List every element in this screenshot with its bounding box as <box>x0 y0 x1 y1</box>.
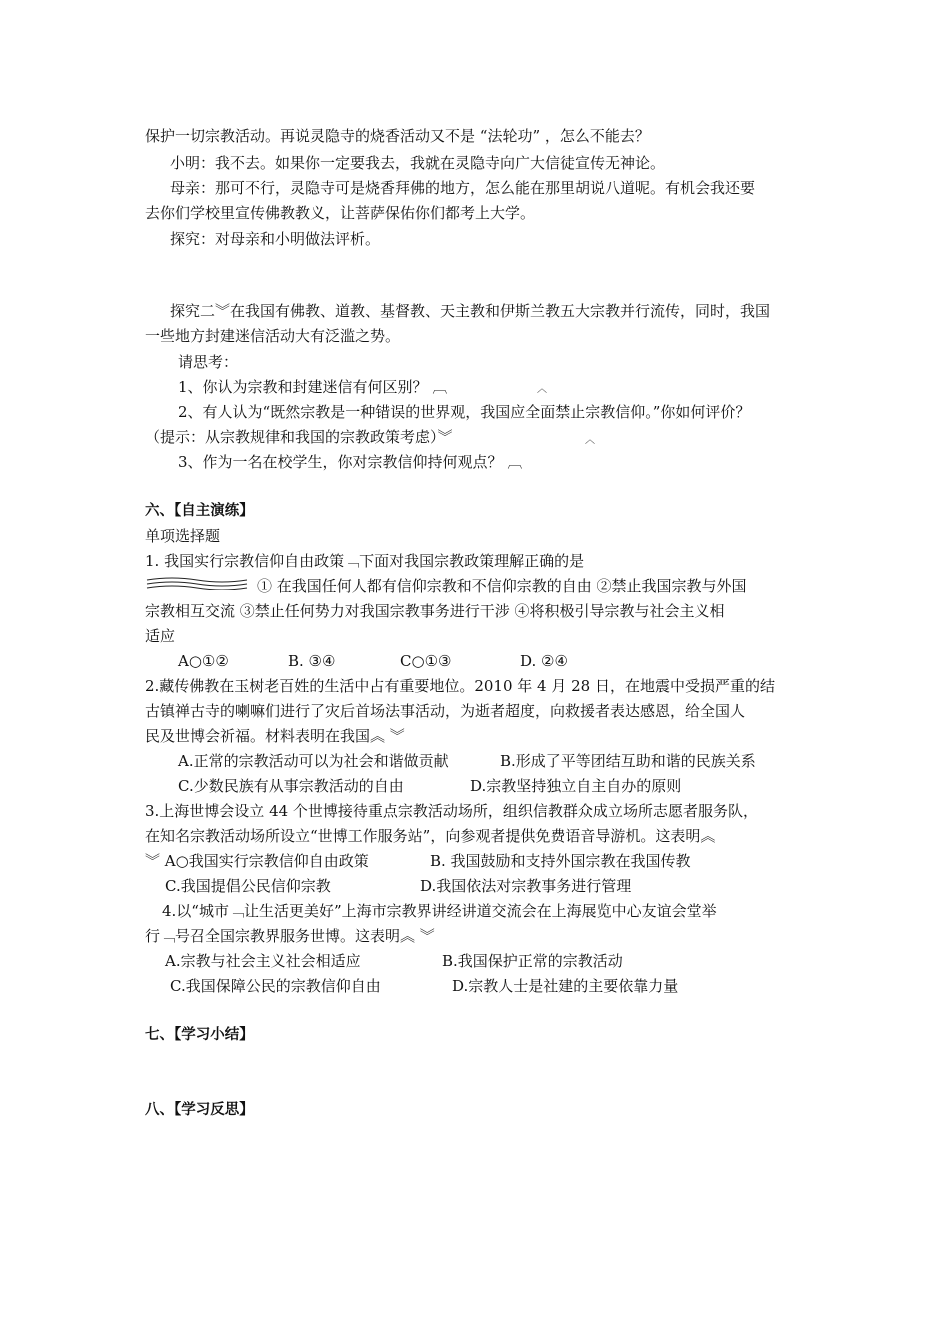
text-line: 古镇禅古寺的喇嘛们进行了灾后首场法事活动，为逝者超度，向救援者表达感恩，给全国人 <box>145 702 746 720</box>
option-c: C○①③ <box>400 652 452 670</box>
section-heading: 六、【自主演练】 <box>145 503 254 519</box>
wavy-underline-mark <box>145 576 249 590</box>
option-b: B. 我国鼓励和支持外国宗教在我国传教 <box>430 852 691 870</box>
option-b: B. ③④ <box>288 652 336 670</box>
text-line: 一些地方封建迷信活动大有泛滥之势。 <box>145 327 401 345</box>
text-line: 小明：我不去。如果你一定要我去，我就在灵隐寺向广大信徒宣传无神论。 <box>170 154 666 172</box>
option-d: D.我国依法对宗教事务进行管理 <box>420 877 632 895</box>
text-line: 去你们学校里宣传佛教教义，让菩萨保佑你们都考上大学。 <box>145 204 536 222</box>
option-b: B.形成了平等团结互助和谐的民族关系 <box>500 752 756 770</box>
option-c: C.少数民族有从事宗教活动的自由 <box>178 777 404 795</box>
text-line: 宗教相互交流 ③禁止任何势力对我国宗教事务进行干涉 ④将积极引导宗教与社会主义相 <box>145 602 725 620</box>
option-a: ︾ A○我国实行宗教信仰自由政策 <box>145 852 369 870</box>
question-2: 2.藏传佛教在玉树老百姓的生活中占有重要地位。2010 年 4 月 28 日，在地震中受损严重的结 <box>145 677 775 695</box>
text-line: （提示：从宗教规律和我国的宗教政策考虑）︾ <box>145 428 453 446</box>
chevron-up-icon: ︿ <box>537 384 547 395</box>
text-line: 3、作为一名在校学生，你对宗教信仰持何观点？ ︹ <box>178 453 523 471</box>
text-line: 单项选择题 <box>145 527 221 545</box>
option-a: A○①② <box>178 652 229 670</box>
text-line: 保护一切宗教活动。再说灵隐寺的烧香活动又不是 “法轮功” ，怎么不能去？ <box>145 127 650 145</box>
option-a: A.正常的宗教活动可以为社会和谐做贡献 <box>178 752 449 770</box>
text-line: 请思考： <box>178 353 239 371</box>
option-b: B.我国保护正常的宗教活动 <box>442 952 623 970</box>
option-d: D.宗教坚持独立自主自办的原则 <box>470 777 682 795</box>
text-line: 1、你认为宗教和封建迷信有何区别？ ︹ <box>178 378 448 396</box>
option-c: C.我国提倡公民信仰宗教 <box>165 877 331 895</box>
section-heading: 七、【学习小结】 <box>145 1027 254 1043</box>
section-heading: 八、【学习反思】 <box>145 1102 254 1118</box>
text-line: 行﹁号召全国宗教界服务世博。这表明︽ ︾ <box>145 927 435 945</box>
text-line: 2、有人认为“既然宗教是一种错误的世界观，我国应全面禁止宗教信仰。”你如何评价？ <box>178 403 751 421</box>
question-3: 3.上海世博会设立 44 个世博接待重点宗教活动场所，组织信教群众成立场所志愿者服务队， <box>145 802 758 820</box>
text-line: 母亲：那可不行，灵隐寺可是烧香拜佛的地方，怎么能在那里胡说八道呢。有机会我还要 <box>170 179 756 197</box>
question-1: 1. 我国实行宗教信仰自由政策﹁下面对我国宗教政策理解正确的是 <box>145 552 585 570</box>
option-c: C.我国保障公民的宗教信仰自由 <box>170 977 381 995</box>
question-4: 4.以“城市﹁让生活更美好”上海市宗教界讲经讲道交流会在上海展览中心友谊会堂举 <box>162 902 717 920</box>
text-line: 民及世博会祈福。材料表明在我国︽ ︾ <box>145 727 405 745</box>
text-line: 在知名宗教活动场所设立“世博工作服务站”，向参观者提供免费语音导游机。这表明︽ <box>145 827 716 845</box>
option-d: D. ②④ <box>520 652 568 670</box>
text-line: 探究：对母亲和小明做法评析。 <box>170 230 381 248</box>
option-a: A.宗教与社会主义社会相适应 <box>165 952 361 970</box>
option-d: D.宗教人士是社建的主要依靠力量 <box>452 977 679 995</box>
text-line: 适应 <box>145 627 176 645</box>
chevron-up-icon: ︿ <box>585 435 595 446</box>
text-line: 探究二︾在我国有佛教、道教、基督教、天主教和伊斯兰教五大宗教并行流传，同时，我国 <box>170 302 771 320</box>
text-line: ① 在我国任何人都有信仰宗教和不信仰宗教的自由 ②禁止我国宗教与外国 <box>257 577 747 595</box>
